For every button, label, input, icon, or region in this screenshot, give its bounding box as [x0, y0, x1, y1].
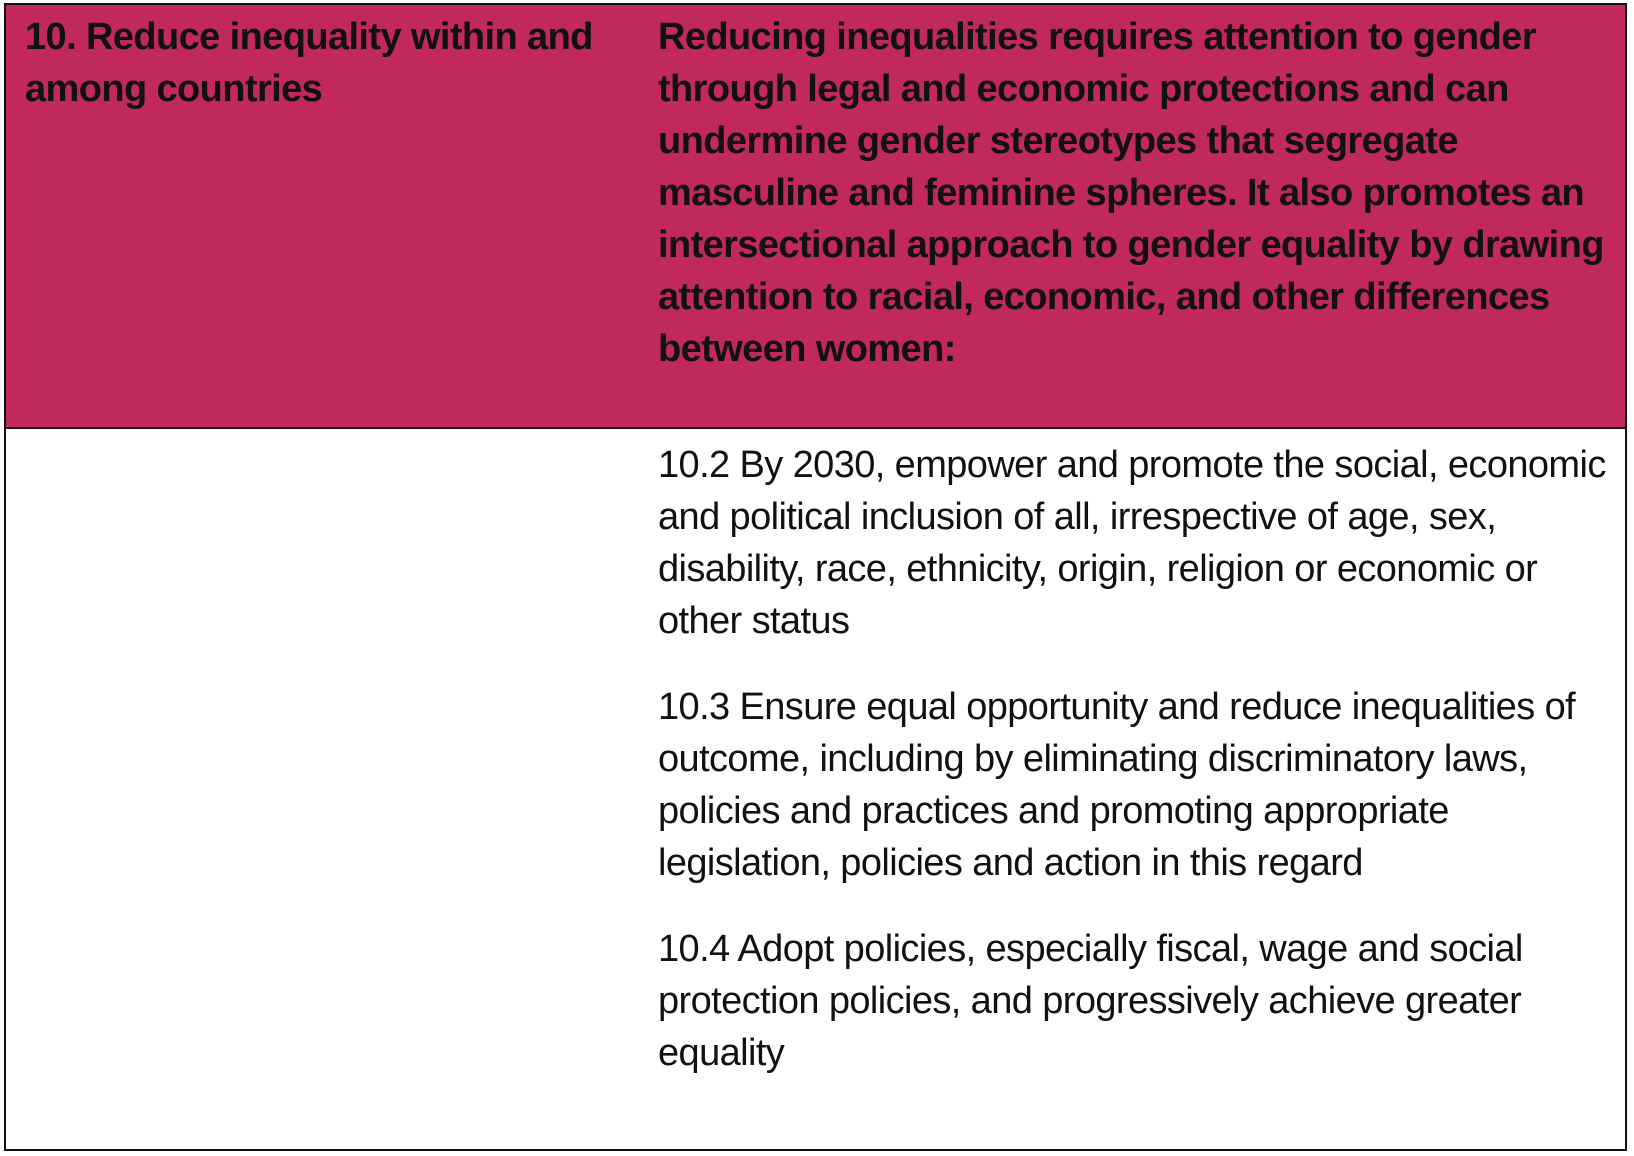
goal-gender-relevance: Reducing inequalities requires attention to gender through legal and economic protections and can undermine gender stereotypes that segregate masculine and feminine spheres. It also promotes an intersectional approach to gender equality by drawing attention to racial, economic, and other differences between women: [658, 16, 1604, 370]
targets-cell [658, 439, 1608, 1079]
sdg-table [4, 3, 1627, 1151]
target-item: 10.4 Adopt policies, especially fiscal, wage and social protection policies, and progressively achieve greater equality [658, 928, 1523, 1074]
target-item: 10.2 By 2030, empower and promote the social, economic and political inclusion of all, irrespective of age, sex, disability, race, ethnicity, origin, religion or economic or other status [658, 444, 1606, 642]
goal-header-row [6, 5, 1625, 429]
goal-title: 10. Reduce inequality within and among countries [25, 16, 593, 110]
target-item: 10.3 Ensure equal opportunity and reduce inequalities of outcome, including by eliminating discriminatory laws, policies and practices and promoting appropriate legislation, policies and action in this regard [658, 686, 1576, 884]
